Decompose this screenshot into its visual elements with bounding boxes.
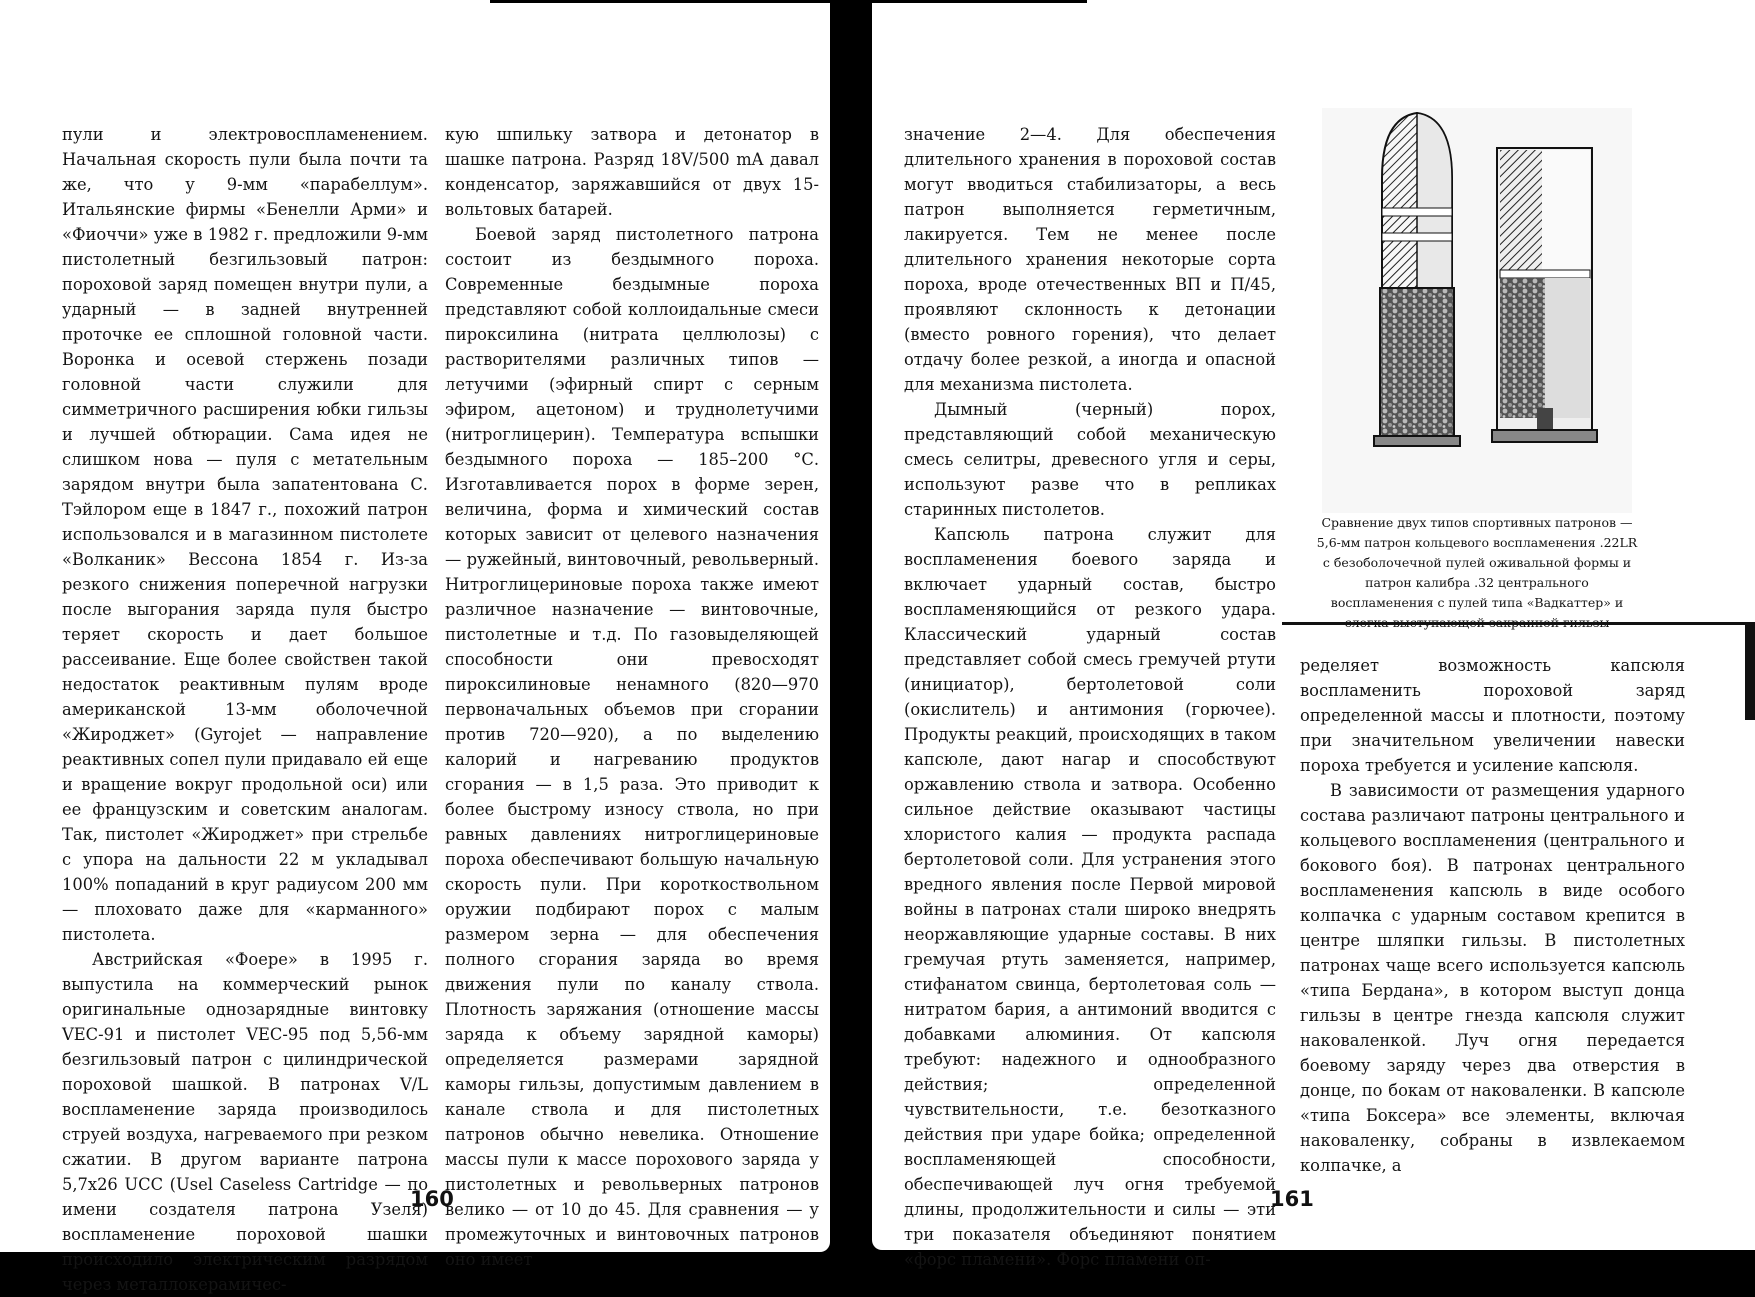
right-page	[872, 0, 1755, 1269]
separator-rule	[1282, 622, 1755, 625]
paragraph: Дымный (черный) порох, представляющий собой механическую смесь селитры, древесного угля и серы, используют разве что в репликах старинных пистолетов.	[904, 400, 1276, 519]
left-column-2	[445, 122, 819, 1272]
cartridge-22lr	[1374, 113, 1460, 446]
figure-caption: Сравнение двух типов спортивных патронов — 5,6-мм патрон кольцевого воспламенения .22LR с безоболочечной пулей оживальной формы и патрон калибра .32 центрального воспламенения с пулей типа «Вадкаттер» и	[1316, 515, 1638, 610]
paragraph: Капсюль патрона служит для воспламенения боевого заряда и включает ударный состав, быстро воспламеняющийся от резкого удара. Классический ударный состав представляет собой смесь гремучей ртути (инициатор), бертолетовой соли (окислитель) и антимония (горючее). Продукты реакций, происходящих в таком капсюле, дают нагар и способствуют оржавлению ствола и затвора. Особенно сильное действие оказывают частицы хлористого калия — продукта распада бертолетовой соли. Для устранения этого вредного явления после Первой мировой войны в патронах стали широко внедрять неоржавляющие ударные составы. В них гремучая ртуть заменяется, например, стифанатом свинца, бертолетовая соль — нитратом бария, а антимоний вводится с добавками алюминия. От капсюля требуют: надежного и однообразного действия; определенной чувствительности, т.е. безотказного действия при ударе бойка; определенной воспламеняющей способности, обеспечивающей луч огня требуемой длины, продолжительности и силы — эти три показателя объединяют понятием «форс пламени». Форс пламени оп-	[904, 525, 1276, 1269]
page-number: 161	[1270, 1187, 1314, 1211]
page-number: 160	[410, 1187, 454, 1211]
paragraph: Боевой заряд пистолетного патрона состоит из бездымного пороха. Современные бездымные пороха представляют собой коллоидальные смеси пироксилина (нитрата целлюлозы) с растворителями различных типов — летучими (эфирный спирт с серным эфиром, ацетоном) и труднолетучими (нитроглицерин). Температура вспышки бездымного пороха — 185–200 °С. Изготавливается порох в форме зерен, величина, форма и химический состав которых зависит от целевого назначения — ружейный, винтовочный, револьверный. Нитроглицериновые пороха также имеют различное назначение — винтовочные, пистолетные и т.д. По газовыделяющей способности они превосходят пироксилиновые ненамного (820—970 первоначальных объемов при сгорании против 720—920), а по выделению калорий и нагреванию продуктов сгорания — в 1,5 раза. Это приводит к более быстрому износу ствола, но при равных давлениях нитроглицериновые пороха обеспечивают большую начальную скорость пули. При короткоствольном оружии подбирают порох с малым размером зерна — для обеспечения полного сгорания заряда во время движения пули по каналу ствола. Плотность заряжания (отношение массы заряда к объему зарядной каморы) определяется размерами зарядной каморы гильзы, допустимым давлением в канале ствола и для пистолетных патронов обычно невелика. Отношение массы пули к массе порохового заряда у пистолетных и револьверных патронов велико — от 10 до 45. Для сравнения — у промежуточных и винтовочных патронов оно имеет	[445, 225, 819, 1269]
paragraph: значение 2—4. Для обеспечения длительного хранения в пороховой состав могут вводиться стабилизаторы, а весь патрон выполняется герметичным, лакируется. Тем не менее после длительного хранения некоторые сорта пороха, вроде отечественных ВП и П/45, проявляют склонность к детонации (вместо ровного горения), что делает отдачу более резкой, а иногда и опасной для механизма пистолета.	[904, 125, 1276, 394]
cartridge-comparison-figure	[1322, 108, 1632, 513]
cartridge-32	[1492, 148, 1597, 442]
right-column-1	[904, 122, 1276, 1272]
paragraph: пули и электровоспламенением. Начальная скорость пули была почти та же, что у 9-мм «парабеллум». Итальянские фирмы «Бенелли Арми» и «Фиоччи» уже в 1982 г. предложили 9-мм пистолетный безгильзовый патрон: пороховой заряд помещен внутри пули, а ударный — в задней внутренней проточке ее сплошной головной части. Воронка и осевой стержень позади головной части служили для симметричного расширения юбки гильзы и лучшей обтюрации. Сама идея не слишком нова — пуля с метательным зарядом внутри была запатентована С. Тэйлором еще в 1847 г., похожий патрон использовался и в магазинном пистолете «Волканик» Вессона 1854 г. Из-за резкого снижения поперечной нагрузки после выгорания заряда пуля быстро теряет скорость и дает большое рассеивание. Еще более свойствен такой недостаток реактивным пулям вроде американской 13-мм оболочечной «Жироджет» (Gyrojet — направление реактивных сопел пули придавало ей еще и вращение вокруг продольной оси) или ее французским и советским аналогам. Так, пистолет «Жироджет» при стрельбе с упора на дальности 22 м укладывал 100% попаданий в круг радиусом 200 мм — плоховато даже для «карманного» пистолета.	[62, 125, 428, 944]
paragraph: Австрийская «Фоере» в 1995 г. выпустила на коммерческий рынок оригинальные однозарядные винтовку VEC-91 и пистолет VEC-95 под 5,56-мм безгильзовый патрон с цилиндрической пороховой шашкой. В патронах V/L воспламенение заряда производилось струей воздуха, нагреваемого при резком сжатии. В другом варианте патрона 5,7x26 UCC (Usel Caseless Cartridge — по имени создателя патрона Узеля) воспламенение пороховой шашки происходило электрическим разрядом через металлокерамичес-	[62, 950, 428, 1294]
paragraph: кую шпильку затвора и детонатор в шашке патрона. Разряд 18V/500 mA давал конденсатор, заряжавшийся от двух 15-вольтовых батарей.	[445, 125, 819, 219]
paragraph: В зависимости от размещения ударного состава различают патроны центрального и кольцевого воспламенения (центрального и бокового боя). В патронах центрального воспламенения капсюль в виде особого колпачка с ударным составом крепится в центре шляпки гильзы. В пистолетных патронах чаще всего используется капсюль «типа Бердана», в котором выступ донца гильзы в центре гнезда капсюля служит наковаленкой. Луч огня передается боевому заряду через два отверстия в донце, по бокам от наковаленки. В капсюле «типа Боксера» все элементы, включая наковаленку, собраны в извлекаемом колпачке, а	[1300, 781, 1685, 1175]
right-column-2	[1300, 653, 1685, 1178]
top-rule	[872, 0, 1087, 3]
edge-mark	[1745, 625, 1755, 720]
left-column-1	[62, 122, 428, 1297]
top-rule	[490, 0, 830, 3]
left-page	[0, 0, 830, 1294]
paragraph: ределяет возможность капсюля воспламенить пороховой заряд определенной массы и плотности, поэтому при значительном увеличении навески пороха требуется и усиление капсюля.	[1300, 656, 1685, 775]
